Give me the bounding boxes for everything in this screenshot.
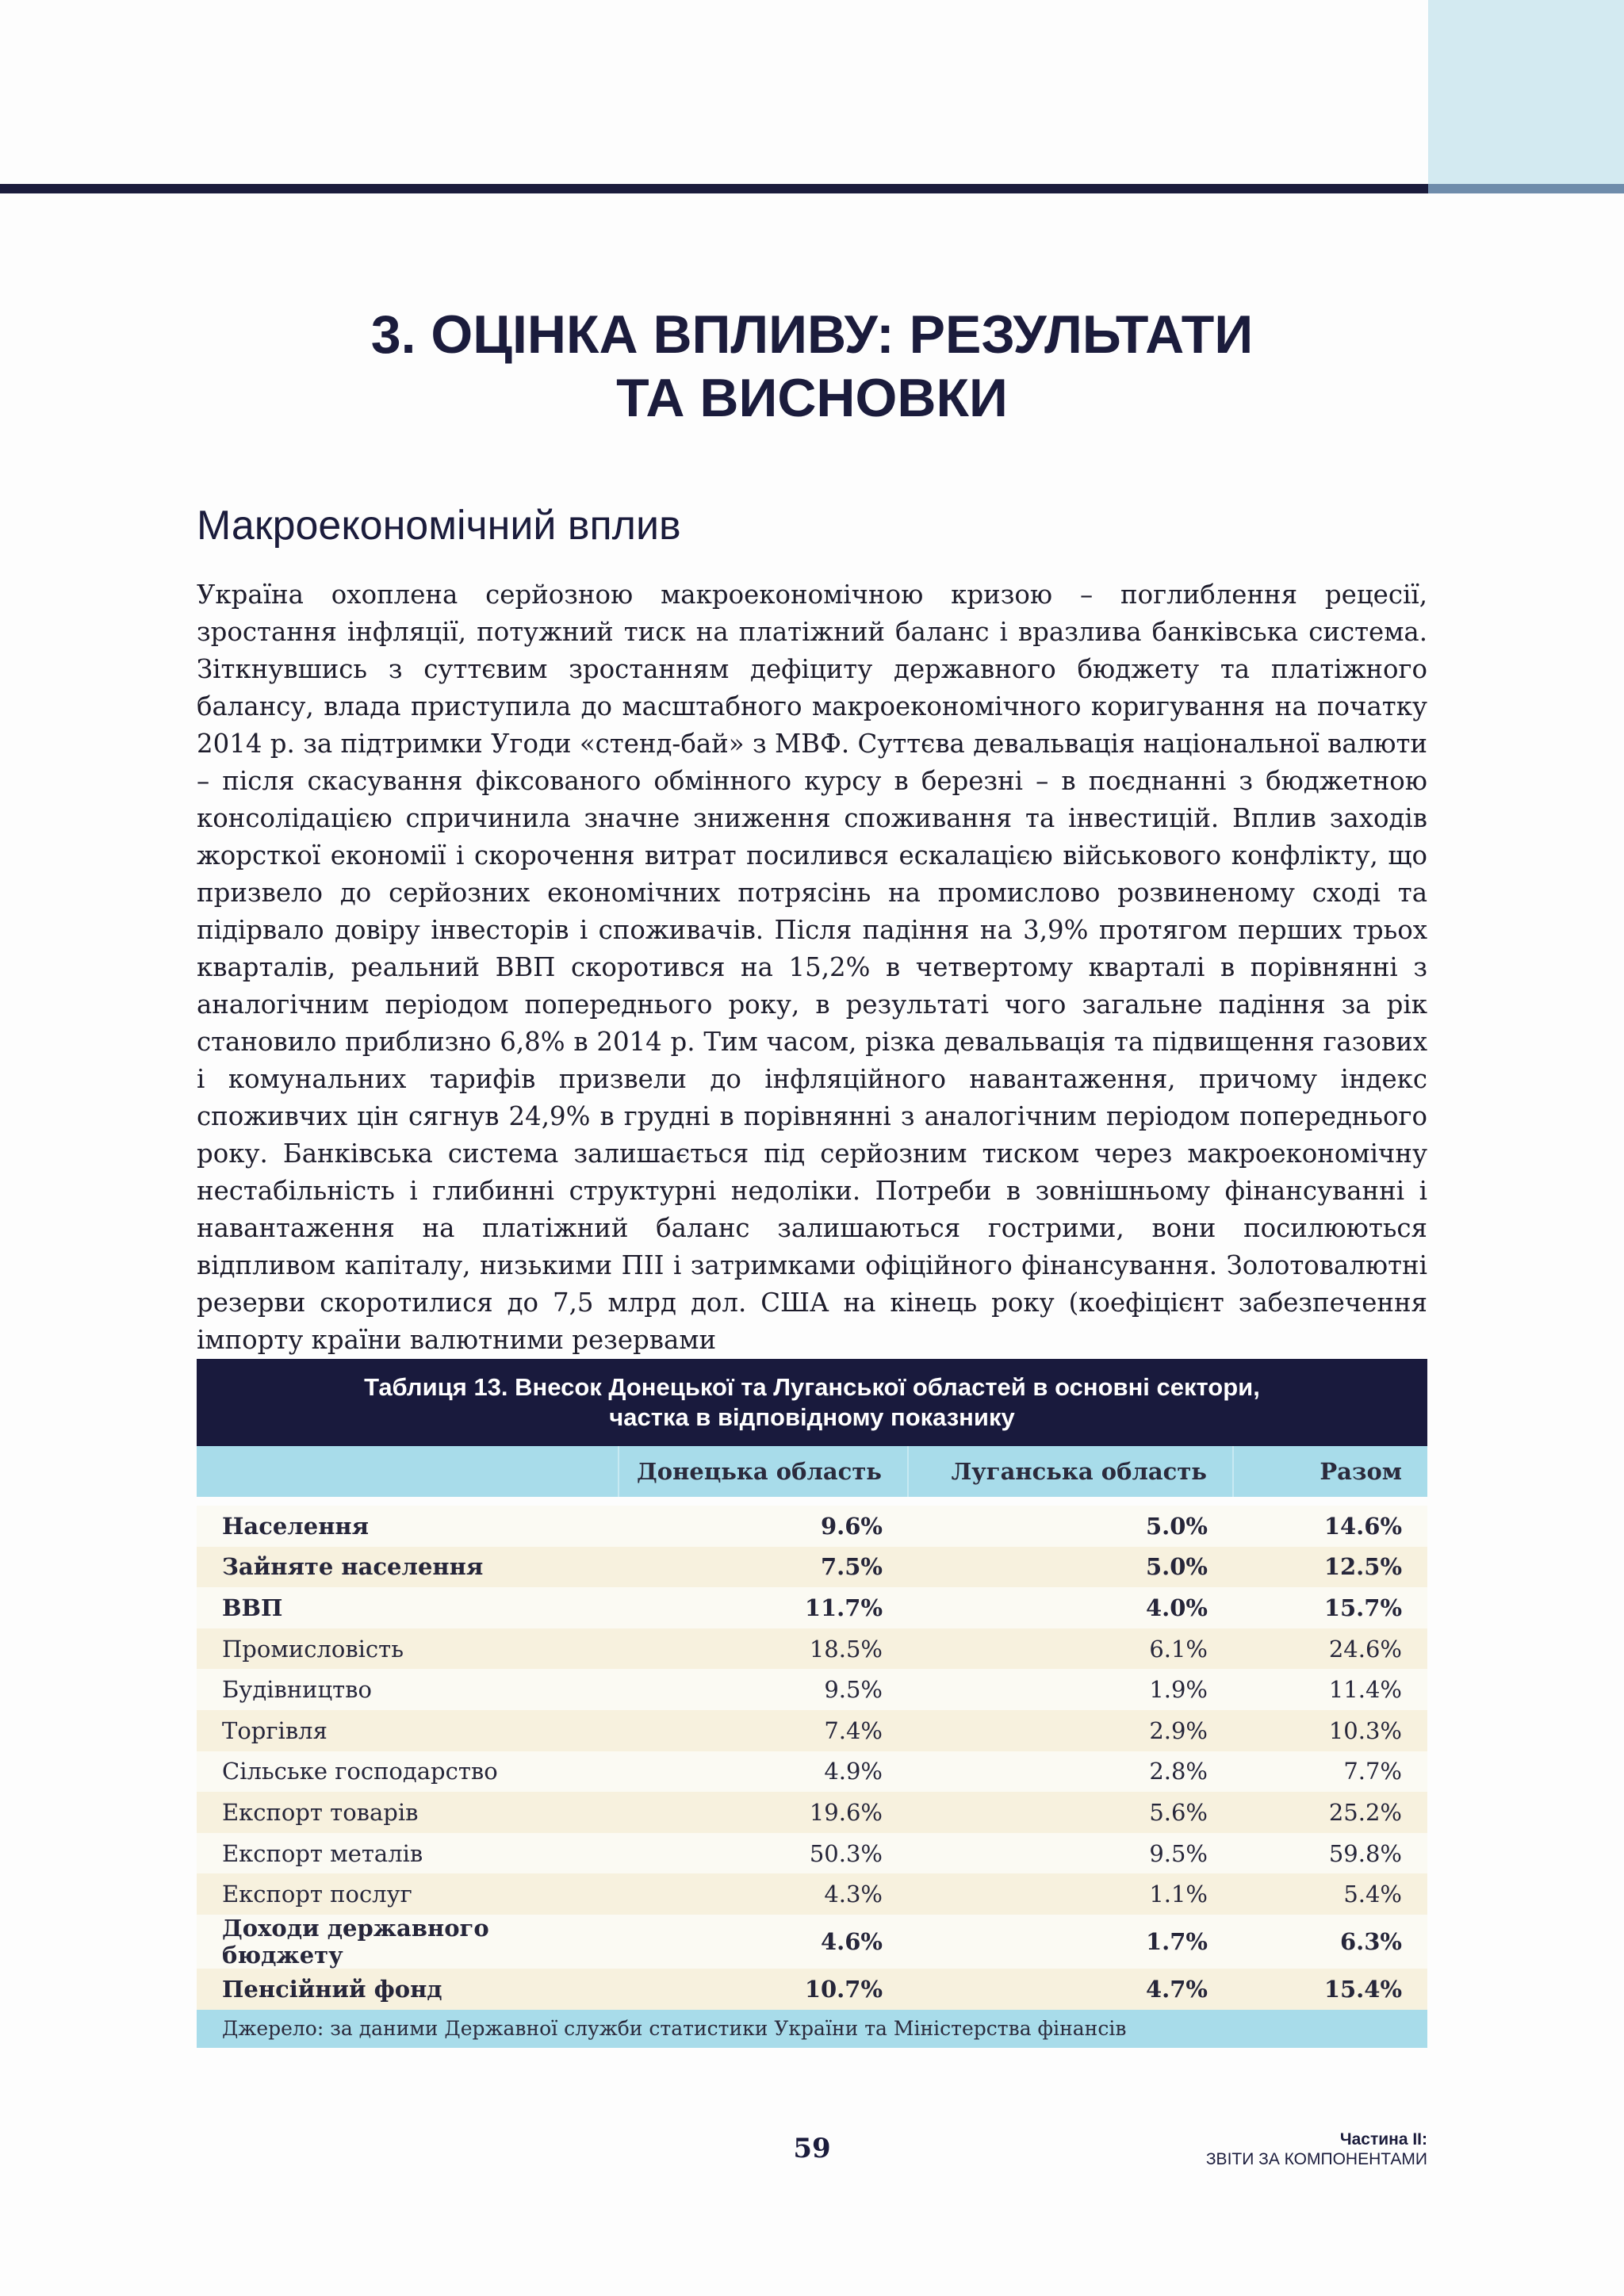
cell-total: 7.7% — [1233, 1751, 1427, 1793]
cell-donetsk: 7.4% — [619, 1710, 908, 1751]
cell-luhansk: 1.1% — [908, 1873, 1233, 1915]
cell-total: 10.3% — [1233, 1710, 1427, 1751]
cell-donetsk: 9.5% — [619, 1669, 908, 1710]
row-label: Населення — [197, 1506, 619, 1547]
cell-luhansk: 2.8% — [908, 1751, 1233, 1793]
cell-total: 59.8% — [1233, 1833, 1427, 1874]
row-label: Промисловість — [197, 1628, 619, 1670]
column-header-label — [197, 1446, 619, 1497]
cell-luhansk: 9.5% — [908, 1833, 1233, 1874]
footer-part-number: Частина ІІ: — [1339, 2130, 1427, 2149]
table-title — [197, 1359, 1427, 1446]
regional-contribution-table — [197, 1446, 1427, 2010]
row-label: Пенсійний фонд — [197, 1969, 619, 2010]
table-row — [197, 1669, 1427, 1710]
table-body — [197, 1497, 1427, 2010]
column-header-total: Разом — [1233, 1446, 1427, 1497]
section-heading: Макроекономічний вплив — [197, 503, 681, 549]
row-label: Сільське господарство — [197, 1751, 619, 1793]
table-header-row — [197, 1446, 1427, 1497]
cell-luhansk: 5.0% — [908, 1506, 1233, 1547]
row-label: Зайняте населення — [197, 1547, 619, 1588]
table-title-line1: Таблиця 13. Внесок Донецької та Луганської областей в основні сектори, — [364, 1373, 1260, 1401]
corner-decoration — [1428, 0, 1624, 184]
data-table-block — [197, 1359, 1427, 2048]
cell-total: 14.6% — [1233, 1506, 1427, 1547]
cell-total: 11.4% — [1233, 1669, 1427, 1710]
page-number: 59 — [793, 2133, 831, 2164]
chapter-title-line1: 3. ОЦІНКА ВПЛИВУ: РЕЗУЛЬТАТИ — [370, 304, 1254, 365]
table-row — [197, 1506, 1427, 1547]
cell-total: 5.4% — [1233, 1873, 1427, 1915]
cell-donetsk: 18.5% — [619, 1628, 908, 1670]
cell-total: 15.4% — [1233, 1969, 1427, 2010]
row-label: Доходи державного бюджету — [197, 1915, 619, 1969]
column-header-donetsk: Донецька область — [619, 1446, 908, 1497]
row-label: ВВП — [197, 1587, 619, 1628]
row-label: Експорт послуг — [197, 1873, 619, 1915]
cell-luhansk: 5.6% — [908, 1792, 1233, 1833]
cell-donetsk: 4.9% — [619, 1751, 908, 1793]
table-row — [197, 1751, 1427, 1793]
header-rule-accent — [1428, 184, 1624, 193]
chapter-title — [197, 303, 1427, 430]
table-row — [197, 1873, 1427, 1915]
table-row — [197, 1833, 1427, 1874]
table-spacer — [197, 1497, 1427, 1506]
cell-luhansk: 4.0% — [908, 1587, 1233, 1628]
table-row — [197, 1587, 1427, 1628]
cell-donetsk: 7.5% — [619, 1547, 908, 1588]
cell-donetsk: 10.7% — [619, 1969, 908, 2010]
cell-total: 25.2% — [1233, 1792, 1427, 1833]
table-row — [197, 1792, 1427, 1833]
cell-total: 24.6% — [1233, 1628, 1427, 1670]
cell-luhansk: 1.7% — [908, 1915, 1233, 1969]
column-header-luhansk: Луганська область — [908, 1446, 1233, 1497]
cell-luhansk: 1.9% — [908, 1669, 1233, 1710]
footer-part-label — [1206, 2130, 1427, 2169]
cell-donetsk: 4.6% — [619, 1915, 908, 1969]
cell-total: 6.3% — [1233, 1915, 1427, 1969]
table-row — [197, 1628, 1427, 1670]
cell-luhansk: 6.1% — [908, 1628, 1233, 1670]
row-label: Експорт металів — [197, 1833, 619, 1874]
cell-luhansk: 4.7% — [908, 1969, 1233, 2010]
table-row — [197, 1915, 1427, 1969]
table-row — [197, 1969, 1427, 2010]
cell-donetsk: 19.6% — [619, 1792, 908, 1833]
row-label: Торгівля — [197, 1710, 619, 1751]
cell-total: 15.7% — [1233, 1587, 1427, 1628]
table-row — [197, 1710, 1427, 1751]
cell-donetsk: 4.3% — [619, 1873, 908, 1915]
footer-part-name: ЗВІТИ ЗА КОМПОНЕНТАМИ — [1205, 2150, 1427, 2168]
cell-donetsk: 9.6% — [619, 1506, 908, 1547]
row-label: Будівництво — [197, 1669, 619, 1710]
cell-donetsk: 50.3% — [619, 1833, 908, 1874]
cell-donetsk: 11.7% — [619, 1587, 908, 1628]
chapter-title-line2: ТА ВИСНОВКИ — [616, 368, 1008, 428]
table-row — [197, 1547, 1427, 1588]
table-title-line2: частка в відповідному показнику — [609, 1403, 1015, 1431]
header-rule — [0, 184, 1428, 193]
cell-luhansk: 2.9% — [908, 1710, 1233, 1751]
cell-total: 12.5% — [1233, 1547, 1427, 1588]
body-paragraph: Україна охоплена серйозною макроекономічною кризою – поглиблення рецесії, зростання інфляції, потужний тиск на платіжний баланс і вразлива банківська система. Зіткнувшись з суттєвим зростанням дефіциту державного бюджету та платіжного балансу, влада приступила до масштабного макроекономічного коригування на початку 2014 р. за підтримки Угоди «стенд-бай» з МВФ. Суттєва девальвація національної валюти – після скасування фіксованого обмінного курсу в березні – в поєднанні з бюджетною консолідацією спричинила значне зниження споживання та інвестицій. Вплив заходів жорсткої економії і скорочення витрат посилився ескалацією військового конфлікту, що призвело до серйозних економічних потрясінь на промислово розвиненому сході та підірвало довіру інвесторів і споживачів. Після падіння на 3,9% протягом перших трьох кварталів, реальний ВВП скоротився на 15,2% в четвертому кварталі в порівнянні з аналогічним періодом попереднього року, в результаті чого загальне падіння за рік становило приблизно 6,8% в 2014 р. Тим часом, різка девальвація та підвищення газових і комунальних тарифів призвели до інфляційного навантаження, причому індекс споживчих цін сягнув 24,9% в грудні в порівнянні з аналогічним періодом попереднього року. Банківська система залишається під серйозним тиском через макроекономічну нестабільність і глибинні структурні недоліки. Потреби в зовнішньому фінансуванні і навантаження на платіжний баланс залишаються гострими, вони посилюються відпливом капіталу, низькими ПІІ і затримками офіційного фінансування. Золотовалютні резерви скоротилися до 7,5 млрд дол. США на кінець року (коефіцієнт забезпечення імпорту країни валютними резервами — [197, 580, 1427, 1355]
table-source-note: Джерело: за даними Державної служби статистики України та Міністерства фінансів — [197, 2010, 1427, 2048]
row-label: Експорт товарів — [197, 1792, 619, 1833]
cell-luhansk: 5.0% — [908, 1547, 1233, 1588]
